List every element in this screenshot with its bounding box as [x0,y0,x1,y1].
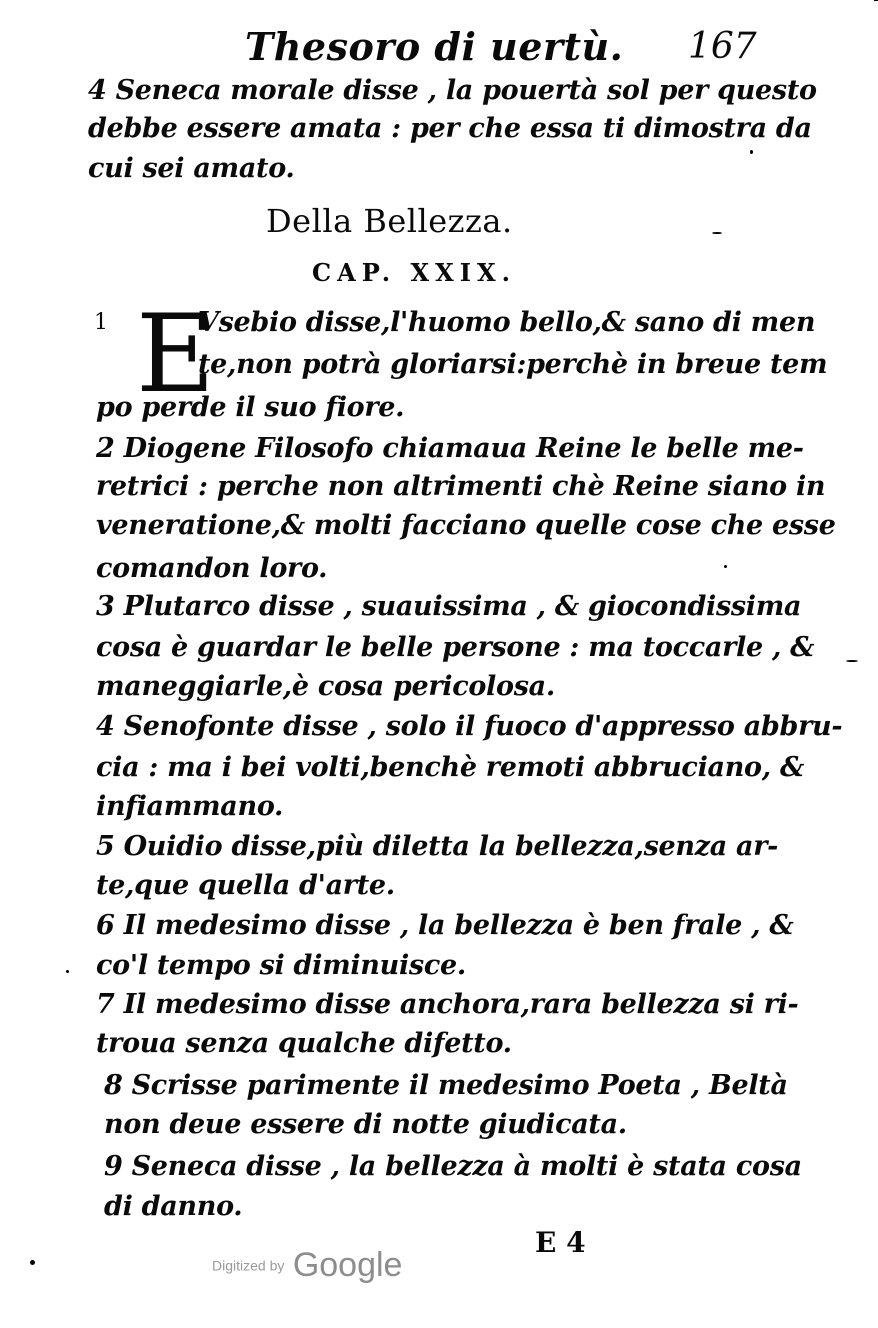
catchword-signature: E 4 [535,1226,586,1259]
page-number: 167 [688,26,757,67]
text-line: 5 Ouidio disse,più diletta la bellezza,senza ar- [96,831,779,862]
ink-speck [712,232,722,234]
google-logo: Google [292,1246,403,1284]
text-line: maneggiarle,è cosa pericolosa. [96,671,555,702]
text-line: non deue essere di notte giudicata. [104,1109,627,1140]
text-line: 7 Il medesimo disse anchora,rara bellezza si ri- [96,989,799,1020]
running-title: Thesoro di uertù. [245,24,624,69]
ink-speck [30,1260,35,1265]
text-line: Vsebio disse,l'huomo bello,& sano di men [198,307,816,338]
section-title: Della Bellezza. [266,202,513,240]
text-line: cui sei amato. [88,153,295,184]
page-header [0,18,878,78]
text-line: cosa è guardar le belle persone : ma toccarle , & [96,632,815,663]
text-line: debbe essere amata : per che essa ti dimostra da [88,113,812,144]
text-line: comandon loro. [96,553,328,584]
text-line: retrici : perche non altrimenti chè Reine siano in [96,471,826,502]
text-line: di danno. [104,1191,243,1222]
text-line: infiammano. [96,791,284,822]
text-line: po perde il suo fiore. [96,392,405,423]
text-line: 6 Il medesimo disse , la bellezza è ben frale , & [96,910,794,941]
scan-edge-mark [874,0,878,13]
text-line: 8 Scrisse parimente il medesimo Poeta , Beltà [104,1070,788,1101]
chapter-heading: CAP. XXIX. [312,258,516,287]
text-line: veneratione,& molti facciano quelle cose che esse [96,510,836,541]
drop-capital: E [136,292,215,417]
text-line: 9 Seneca disse , la bellezza à molti è stata cosa [104,1151,802,1182]
ink-speck [846,660,858,662]
text-line: te,que quella d'arte. [96,870,395,901]
text-line: te,non potrà gloriarsi:perchè in breue tem [198,349,828,380]
text-line: 2 Diogene Filosofo chiamaua Reine le belle me- [96,433,804,464]
text-line: 4 Seneca morale disse , la pouertà sol per questo [88,75,817,106]
watermark-prefix: Digitized by [212,1257,285,1274]
ink-speck [66,970,69,973]
text-line: co'l tempo si diminuisce. [96,950,466,981]
text-line: troua senza qualche difetto. [96,1028,512,1059]
text-line: 4 Senofonte disse , solo il fuoco d'appresso abbru- [96,711,843,742]
digitization-watermark [212,1246,402,1285]
paragraph-number: 1 [94,310,108,335]
text-line: 3 Plutarco disse , suauissima , & giocondissima [96,591,802,622]
ink-speck [724,565,727,568]
text-line: cia : ma i bei volti,benchè remoti abbruciano, & [96,752,805,783]
ink-speck [750,150,753,154]
